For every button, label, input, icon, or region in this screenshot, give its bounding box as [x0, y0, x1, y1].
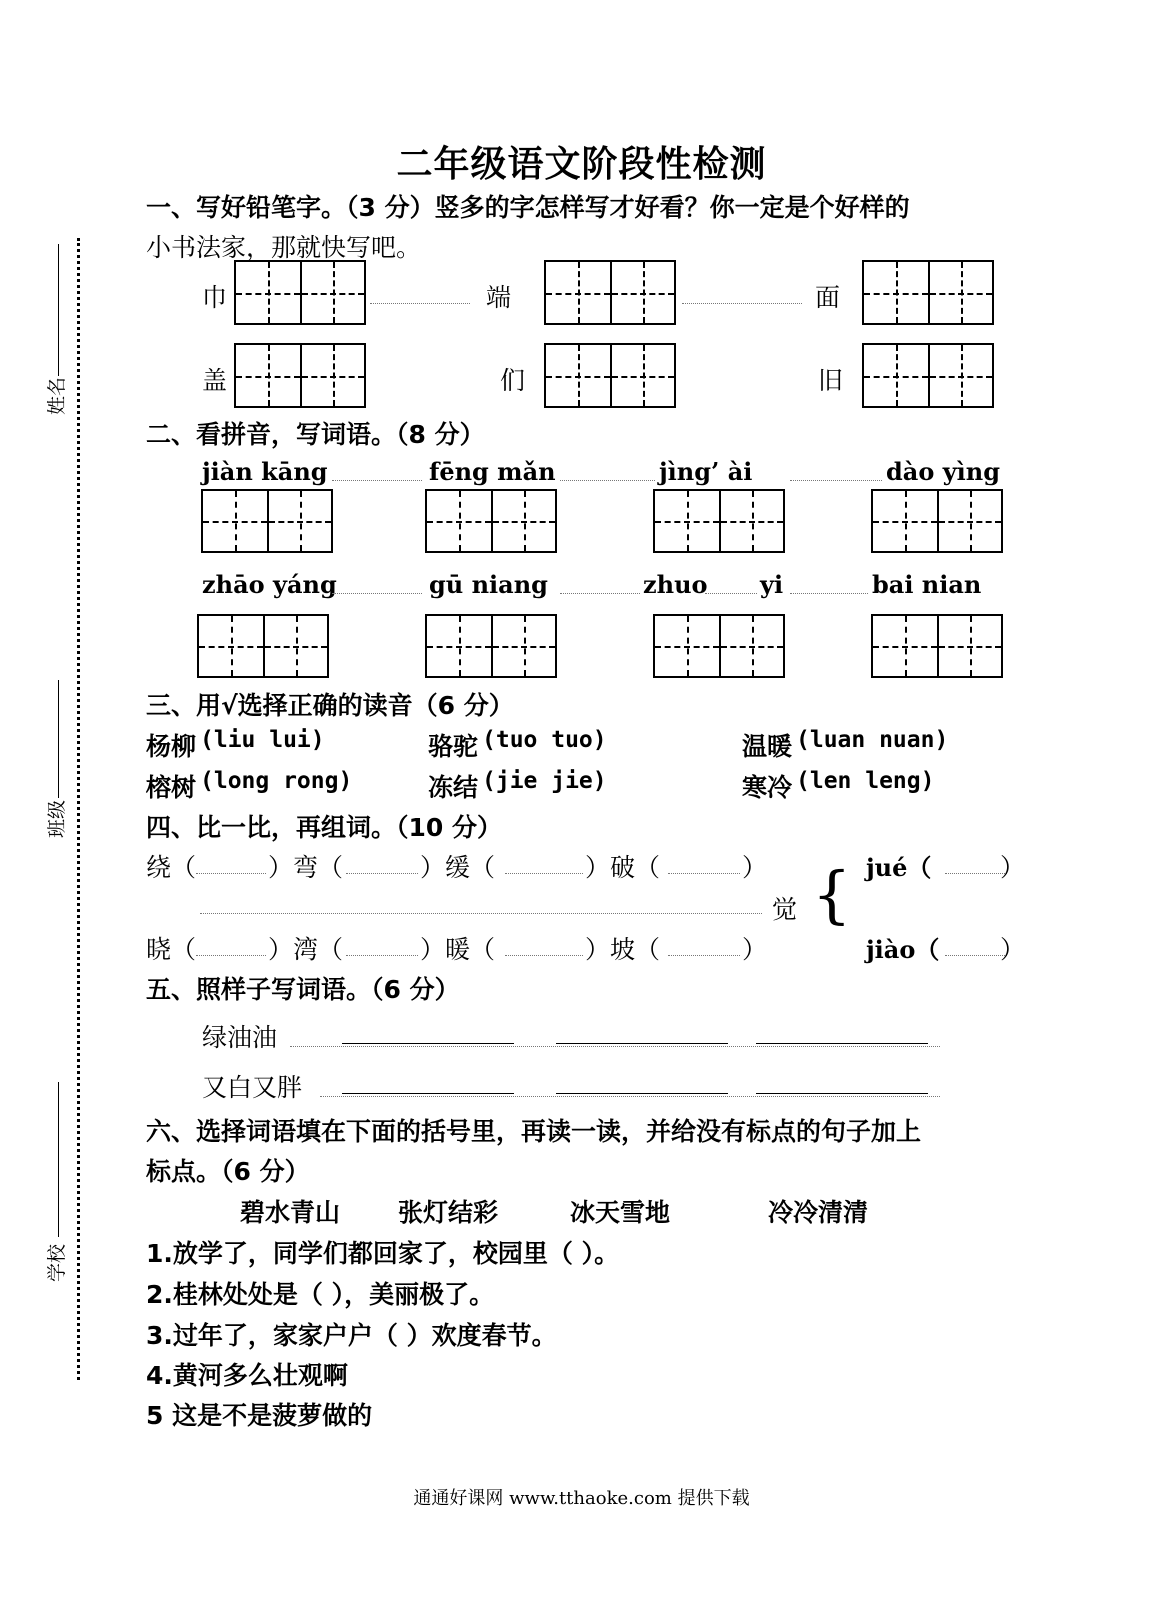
writing-grid-zhao-yang[interactable]	[197, 614, 329, 678]
dot-leader	[320, 1096, 940, 1097]
compare-row1-po: ）破（	[585, 853, 661, 882]
writing-grid-men[interactable]	[544, 343, 676, 408]
pinyin-feng-man: fēng mǎn	[429, 457, 556, 486]
answer-blank[interactable]	[505, 955, 583, 956]
question-5: 5 这是不是菠萝做的	[146, 1401, 373, 1430]
page-title: 二年级语文阶段性检测	[396, 144, 767, 185]
dot-leader	[790, 480, 882, 481]
example-lvyouyou: 绿油油	[202, 1023, 278, 1052]
reading-options-luotuo[interactable]: (tuo tuo)	[482, 727, 607, 753]
answer-line[interactable]	[556, 1043, 728, 1044]
question-4: 4.黄河多么壮观啊	[146, 1361, 348, 1390]
dot-leader	[332, 593, 422, 594]
writing-grid-jing-ai[interactable]	[653, 489, 785, 553]
pinyin-jing-ai: jìng’ ài	[659, 457, 753, 486]
pinyin-gu-niang: gū niang	[429, 570, 548, 599]
answer-blank[interactable]	[346, 955, 418, 956]
writing-grid-jiu[interactable]	[862, 343, 994, 408]
pinyin-bai-nian: bai nian	[872, 570, 982, 599]
dot-leader	[332, 480, 422, 481]
answer-blank[interactable]	[196, 873, 266, 874]
section3-heading: 三、用√选择正确的读音（6 分）	[146, 691, 514, 720]
school-label: 学校	[46, 1243, 68, 1282]
word-wennuan: 温暖	[742, 732, 793, 761]
reading-options-wennuan[interactable]: (luan nuan)	[796, 727, 949, 753]
school-blank-line[interactable]	[58, 1082, 59, 1237]
answer-line[interactable]	[756, 1093, 928, 1094]
answer-blank[interactable]	[945, 955, 1007, 956]
compare-row2-close: ）	[742, 935, 768, 964]
compare-row2-xiao: 晓（	[146, 935, 197, 964]
compare-row1-huan: ）缓（	[420, 853, 496, 882]
writing-grid-feng-man[interactable]	[425, 489, 557, 553]
dot-leader	[200, 913, 762, 914]
question-3: 3.过年了，家家户户（ ）欢度春节。	[146, 1321, 557, 1350]
dot-leader	[682, 303, 802, 304]
answer-blank[interactable]	[505, 873, 583, 874]
compare-row2-nuan: ）暖（	[420, 935, 496, 964]
brace: {	[812, 858, 852, 931]
writing-grid-dao-ying[interactable]	[871, 489, 1003, 553]
jiao-pinyin: jiào（	[866, 935, 940, 964]
binding-dotted-line	[77, 238, 80, 1380]
word-rongshu: 榕树	[146, 773, 197, 802]
writing-grid-gu-niang[interactable]	[425, 614, 557, 678]
pinyin-jian-kang: jiàn kāng	[202, 457, 328, 486]
dot-leader	[705, 593, 757, 594]
reading-options-yangliu[interactable]: (liu lui)	[200, 727, 325, 753]
writing-grid-gai[interactable]	[234, 343, 366, 408]
footer-credit: 通通好课网 www.tthaoke.com 提供下载	[413, 1488, 750, 1509]
answer-blank[interactable]	[196, 955, 266, 956]
char-men: 们	[500, 366, 526, 395]
writing-grid-duan[interactable]	[544, 260, 676, 325]
answer-line[interactable]	[342, 1093, 514, 1094]
reading-options-rongshu[interactable]: (long rong)	[200, 768, 353, 794]
section1-heading-line2: 小书法家，那就快写吧。	[146, 233, 422, 262]
jue-close: ）	[1000, 853, 1026, 882]
section6-heading-line2: 标点。（6 分）	[146, 1157, 310, 1186]
jue-pinyin: jué（	[866, 853, 932, 882]
dot-leader	[290, 1046, 940, 1047]
dot-leader	[790, 593, 868, 594]
word-yangliu: 杨柳	[146, 732, 197, 761]
word-hanleng: 寒冷	[742, 773, 793, 802]
example-youbaiyoupang: 又白又胖	[202, 1073, 303, 1102]
writing-grid-mian[interactable]	[862, 260, 994, 325]
reading-options-hanleng[interactable]: (len leng)	[796, 768, 935, 794]
pinyin-yi: yi	[760, 570, 784, 599]
reading-options-dongjie[interactable]: (jie jie)	[482, 768, 607, 794]
writing-grid-jin[interactable]	[234, 260, 366, 325]
answer-blank[interactable]	[668, 873, 740, 874]
char-jin: 巾	[202, 283, 228, 312]
char-gai: 盖	[202, 366, 228, 395]
section2-heading: 二、看拼音，写词语。（8 分）	[146, 420, 485, 449]
pinyin-zhao-yang: zhāo yáng	[202, 570, 337, 599]
char-jiu: 旧	[818, 366, 844, 395]
section5-heading: 五、照样子写词语。（6 分）	[146, 975, 460, 1004]
answer-line[interactable]	[756, 1043, 928, 1044]
pinyin-dao-ying: dào yìng	[886, 457, 1000, 486]
answer-line[interactable]	[556, 1093, 728, 1094]
class-label: 班级	[46, 799, 68, 838]
answer-blank[interactable]	[668, 955, 740, 956]
compare-row1-wan: ）弯（	[268, 853, 344, 882]
dot-leader	[370, 303, 470, 304]
dot-leader	[560, 593, 640, 594]
option-bingtianxuedi: 冰天雪地	[570, 1198, 671, 1227]
answer-line[interactable]	[342, 1043, 514, 1044]
compare-row1-rao: 绕（	[146, 853, 197, 882]
name-label: 姓名	[46, 376, 68, 415]
jue-char: 觉	[772, 895, 798, 924]
word-dongjie: 冻结	[428, 773, 479, 802]
dot-leader	[560, 480, 655, 481]
compare-row2-wan: ）湾（	[268, 935, 344, 964]
compare-row2-po: ）坡（	[585, 935, 661, 964]
question-2: 2.桂林处处是（ ），美丽极了。	[146, 1280, 495, 1309]
jiao-close: ）	[1000, 935, 1026, 964]
word-luotuo: 骆驼	[428, 732, 479, 761]
option-bishuiqingshan: 碧水青山	[240, 1198, 341, 1227]
class-blank-line[interactable]	[58, 680, 59, 798]
char-mian: 面	[815, 283, 841, 312]
name-blank-line[interactable]	[58, 244, 59, 376]
compare-row1-close: ）	[742, 853, 768, 882]
section1-heading-line1: 一、写好铅笔字。（3 分）竖多的字怎样写才好看？你一定是个好样的	[146, 193, 910, 222]
answer-blank[interactable]	[945, 873, 1007, 874]
char-duan: 端	[486, 283, 512, 312]
section6-heading-line1: 六、选择词语填在下面的括号里，再读一读，并给没有标点的句子加上	[146, 1117, 922, 1146]
answer-blank[interactable]	[346, 873, 418, 874]
writing-grid-jian-kang[interactable]	[201, 489, 333, 553]
question-1: 1.放学了，同学们都回家了，校园里（ ）。	[146, 1239, 620, 1268]
option-zhangdengjiecai: 张灯结彩	[398, 1198, 499, 1227]
option-lenglengqingqing: 冷冷清清	[768, 1198, 869, 1227]
section4-heading: 四、比一比，再组词。（10 分）	[146, 813, 502, 842]
pinyin-zhuo: zhuo	[643, 570, 708, 599]
writing-grid-bai-nian[interactable]	[871, 614, 1003, 678]
writing-grid-zhuo-yi[interactable]	[653, 614, 785, 678]
